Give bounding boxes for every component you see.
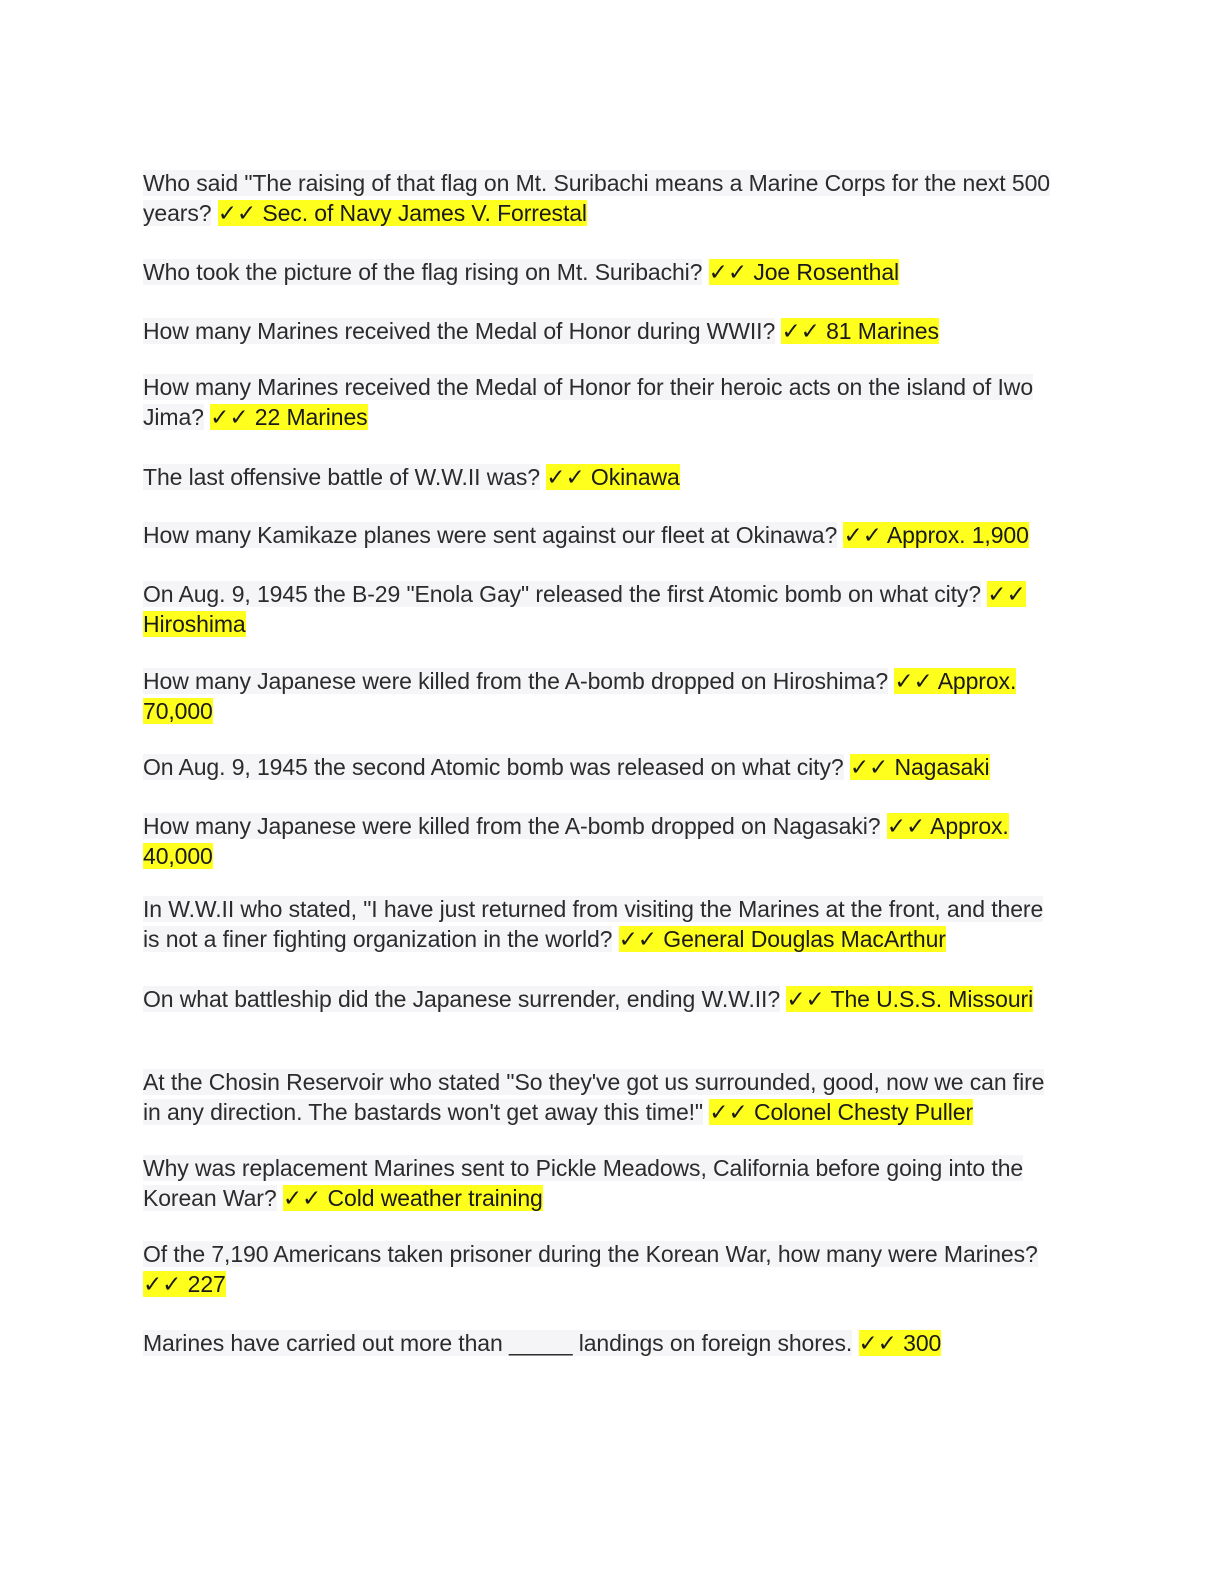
answer-highlight (709, 1099, 973, 1125)
qa-item-10 (143, 811, 1073, 871)
qa-item-14 (143, 1153, 1073, 1213)
answer-highlight (283, 1185, 543, 1211)
answer-highlight (210, 404, 367, 430)
qa-item-13 (143, 1067, 1053, 1127)
question-text: How many Marines received the Medal of Honor during WWII? (143, 318, 776, 344)
question-text: On what battleship did the Japanese surrender, ending W.W.II? (143, 986, 781, 1012)
answer-text: Approx. 40,000 (143, 813, 1009, 869)
answer-text: Joe Rosenthal (753, 259, 900, 285)
answer-highlight (619, 926, 946, 952)
qa-item-1 (143, 168, 1053, 228)
answer-text: Colonel Chesty Puller (753, 1099, 973, 1125)
question-text: How many Kamikaze planes were sent against our fleet at Okinawa? (143, 522, 838, 548)
question-text: How many Japanese were killed from the A-bomb dropped on Nagasaki? (143, 813, 881, 839)
answer-highlight (709, 259, 899, 285)
check-icon: ✓✓ (618, 926, 657, 952)
check-icon: ✓✓ (843, 522, 882, 548)
answer-text: Cold weather training (327, 1185, 543, 1211)
check-icon: ✓✓ (708, 259, 748, 285)
qa-item-2 (143, 257, 1073, 287)
question-text: Who said "The raising of that flag on Mt. Suribachi means a Marine Corps for the next 500 years? (143, 170, 1050, 226)
answer-highlight (546, 464, 679, 490)
question-text: Of the 7,190 Americans taken prisoner during the Korean War, how many were Marines? (143, 1241, 1038, 1267)
check-icon: ✓✓ (210, 404, 249, 430)
answer-text: 300 (903, 1330, 942, 1356)
question-text: How many Marines received the Medal of Honor for their heroic acts on the island of Iwo Jima? (143, 374, 1034, 430)
answer-highlight (843, 522, 1028, 548)
qa-item-16 (143, 1328, 1073, 1358)
check-icon: ✓✓ (886, 813, 926, 839)
check-icon: ✓✓ (849, 754, 889, 780)
check-icon: ✓✓ (987, 581, 1026, 607)
question-text: The last offensive battle of W.W.II was? (143, 464, 540, 490)
answer-highlight (786, 986, 1033, 1012)
qa-item-12 (143, 984, 1073, 1014)
question-text: At the Chosin Reservoir who stated "So they've got us surrounded, good, now we can fire in any direction. The bastards won't get away this time!" (143, 1069, 1045, 1125)
answer-text: Nagasaki (894, 754, 990, 780)
answer-highlight (143, 1271, 226, 1297)
qa-item-6 (143, 520, 1073, 550)
answer-text: 81 Marines (826, 318, 939, 344)
check-icon: ✓✓ (282, 1185, 322, 1211)
question-text: Who took the picture of the flag rising on Mt. Suribachi? (143, 259, 703, 285)
answer-text: Okinawa (590, 464, 680, 490)
qa-item-15 (143, 1239, 1073, 1299)
question-text: On Aug. 9, 1945 the second Atomic bomb was released on what city? (143, 754, 844, 780)
answer-text: General Douglas MacArthur (663, 926, 946, 952)
answer-text: Approx. 1,900 (886, 522, 1029, 548)
check-icon: ✓✓ (858, 1330, 897, 1356)
check-icon: ✓✓ (786, 986, 825, 1012)
check-icon: ✓✓ (894, 668, 933, 694)
qa-item-4 (143, 372, 1053, 432)
question-text: Marines have carried out more than _____ landings on foreign shores. (143, 1330, 853, 1356)
question-text: How many Japanese were killed from the A-bomb dropped on Hiroshima? (143, 668, 889, 694)
answer-text: Hiroshima (143, 611, 246, 637)
answer-highlight (781, 318, 938, 344)
check-icon: ✓✓ (217, 200, 257, 226)
answer-text: 227 (187, 1271, 226, 1297)
check-icon: ✓✓ (143, 1271, 182, 1297)
answer-text: The U.S.S. Missouri (830, 986, 1034, 1012)
answer-highlight (850, 754, 990, 780)
qa-item-7 (143, 579, 1073, 639)
answer-text: 22 Marines (254, 404, 368, 430)
question-text: On Aug. 9, 1945 the B-29 "Enola Gay" released the first Atomic bomb on what city? (143, 581, 981, 607)
qa-item-5 (143, 462, 1073, 492)
answer-highlight (218, 200, 587, 226)
answer-highlight (859, 1330, 942, 1356)
answer-text: Approx. 70,000 (143, 668, 1017, 724)
check-icon: ✓✓ (546, 464, 585, 490)
qa-item-8 (143, 666, 1073, 726)
question-text: Why was replacement Marines sent to Pickle Meadows, California before going into the Korean War? (143, 1155, 1024, 1211)
qa-item-9 (143, 752, 1073, 782)
qa-item-3 (143, 316, 1073, 346)
check-icon: ✓✓ (781, 318, 820, 344)
answer-text: Sec. of Navy James V. Forrestal (262, 200, 587, 226)
qa-item-11 (143, 894, 1053, 954)
question-text: In W.W.II who stated, "I have just returned from visiting the Marines at the front, and there is not a finer fighting organization in the world? (143, 896, 1044, 952)
check-icon: ✓✓ (709, 1099, 748, 1125)
